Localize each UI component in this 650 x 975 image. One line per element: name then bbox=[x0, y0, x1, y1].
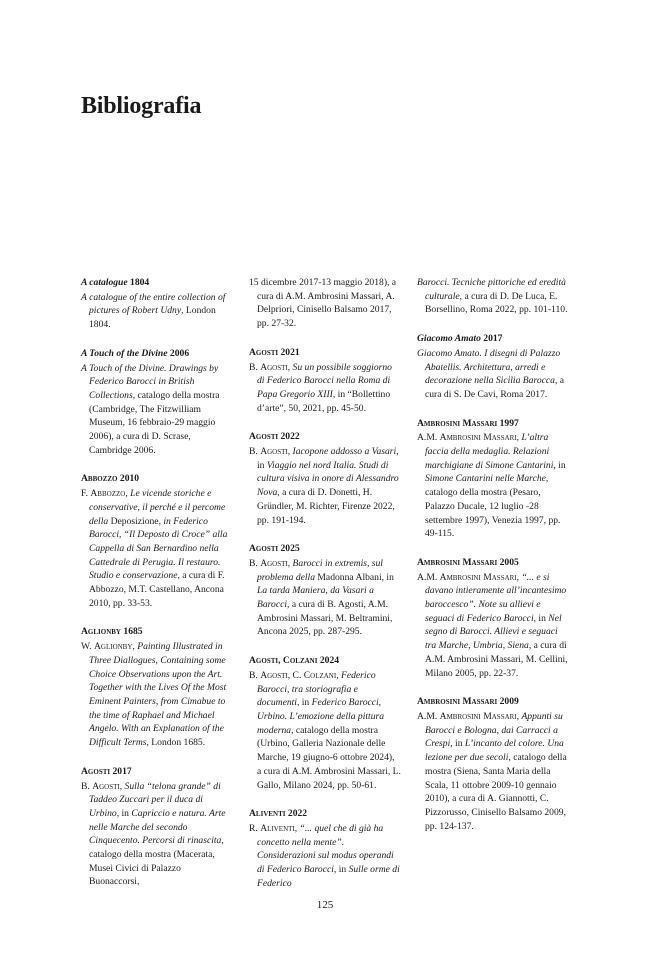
body-segment: , a cura di F. Abbozzo, M.T. Castellano, Ancona 2010, pp. 33-53. bbox=[89, 570, 225, 609]
entry-heading bbox=[417, 417, 569, 431]
bibliography-column-2 bbox=[249, 276, 401, 905]
bibliography-column-1 bbox=[81, 276, 233, 904]
body-segment: F. bbox=[81, 488, 91, 500]
body-segment: Deposizione bbox=[110, 515, 159, 527]
entry-citation bbox=[249, 276, 401, 331]
heading-segment: 2010 bbox=[117, 473, 140, 485]
body-segment: B. bbox=[249, 446, 261, 458]
body-segment: , in bbox=[381, 571, 394, 583]
body-segment: Giacomo Amato. I disegni di Palazzo Abatellis. Architettura, arredi e decorazione nella Sicilia Barocca bbox=[417, 347, 561, 387]
body-segment: B. bbox=[249, 361, 261, 373]
body-segment: B. bbox=[249, 557, 261, 569]
entry-citation bbox=[249, 822, 401, 891]
body-segment: Federico Barocci, “Il Deposto di Croce” alla Cappella di San Bernardino nella Cattedrale di Perugia. Il restauro. Studio e conservazione bbox=[89, 515, 228, 582]
entry-citation bbox=[81, 780, 233, 890]
body-segment: , bbox=[287, 446, 293, 458]
body-segment: , a cura di A.M. Ambrosini Massari, M. Cellini, Milano 2005, pp. 22-37. bbox=[425, 640, 568, 679]
body-segment: , catalogo della mostra (Siena, Santa Maria della Scala, 11 ottobre 2009-10 gennaio 2010), a cura di A. Giannotti, C. Pizzorusso, Cinisello Balsamo 2009, pp. 124-137. bbox=[425, 752, 567, 832]
body-segment: Madonna Albani bbox=[317, 571, 382, 583]
body-segment: Ambrosini Massari bbox=[439, 710, 517, 722]
bibliography-entry bbox=[249, 276, 401, 331]
body-segment: , a cura di D. De Luca, E. Borsellino, Roma 2022, pp. 101-110. bbox=[425, 290, 568, 316]
heading-segment: 2025 bbox=[278, 543, 300, 555]
body-segment: Sulla “telona grande” di Taddeo Zuccari per il duca di Urbino bbox=[89, 780, 221, 819]
entry-heading bbox=[417, 556, 569, 570]
heading-segment: Agosti, Colzani bbox=[249, 655, 318, 667]
entry-heading bbox=[249, 346, 401, 360]
heading-segment: 2022 bbox=[278, 431, 300, 443]
entry-citation bbox=[417, 431, 569, 541]
body-segment: , catalogo della mostra (Pesaro, Palazzo Ducale, 12 luglio -28 settembre 1997), Venezia 1997, pp. 49-115. bbox=[425, 473, 561, 540]
body-segment: Federico Barocci, Urbino. L’emozione della pittura moderna bbox=[257, 697, 385, 736]
bibliography-entry bbox=[81, 765, 233, 889]
bibliography-column-3 bbox=[417, 276, 569, 848]
body-segment: Appunti su Barocci e Bologna, dai Carracci a Crespi bbox=[425, 710, 563, 750]
body-segment: , bbox=[132, 641, 138, 653]
body-segment: , bbox=[516, 432, 522, 444]
bibliography-entry bbox=[417, 276, 569, 317]
entry-citation bbox=[417, 571, 569, 681]
body-segment: Le vicende storiche e conservative, il perché e il percome della bbox=[89, 488, 226, 527]
body-segment: Colzani bbox=[303, 669, 337, 681]
body-segment: B. bbox=[81, 780, 93, 792]
body-segment: Ambrosini Massari bbox=[439, 571, 517, 583]
body-segment: , in bbox=[116, 807, 132, 819]
body-segment: , in bbox=[533, 612, 549, 624]
heading-segment: 2017 bbox=[110, 765, 132, 777]
entry-citation bbox=[81, 640, 233, 750]
body-segment: Federico Barocci, tra storiografia e documenti bbox=[257, 669, 376, 709]
heading-segment: Agosti bbox=[249, 543, 279, 555]
heading-segment: Abbozzo bbox=[81, 473, 118, 485]
body-segment: “... quel che di già ha concetto nella mente”. Considerazioni sul modus operandi di Federico Barocci bbox=[257, 822, 394, 876]
body-segment: , bbox=[516, 571, 522, 583]
body-segment: , C. bbox=[287, 669, 304, 681]
body-segment: , London 1685. bbox=[146, 737, 206, 749]
body-segment: A catalogue of the entire collection of pictures of Robert Udny bbox=[81, 291, 226, 317]
body-segment: 15 dicembre 2017-13 maggio 2018), a cura di A.M. Ambrosini Massari, A. Delpriori, Cinisello Balsamo 2017, pp. 27-32. bbox=[249, 277, 397, 330]
page-number: 125 bbox=[316, 899, 334, 911]
body-segment: , in bbox=[257, 446, 399, 471]
heading-segment: Agosti bbox=[81, 765, 111, 777]
bibliography-entry bbox=[249, 807, 401, 890]
heading-segment: Aglionby bbox=[81, 626, 121, 638]
heading-segment: 1804 bbox=[127, 277, 150, 288]
heading-segment: Agosti bbox=[249, 346, 279, 358]
body-segment: A.M. bbox=[417, 571, 440, 583]
heading-segment: 1685 bbox=[121, 626, 143, 638]
heading-segment: 2024 bbox=[317, 655, 340, 667]
entry-heading bbox=[81, 347, 233, 361]
heading-segment: 2017 bbox=[480, 333, 503, 345]
body-segment: Barocci in extremis, sul problema della bbox=[257, 557, 383, 583]
body-segment: , catalogo della mostra (Urbino, Galleria Nazionale delle Marche, 19 giugno-6 ottobre 2024), a cura di A.M. Ambrosini Massari, L. Gallo, Milano 2024, pp. 50-61. bbox=[257, 724, 401, 791]
body-segment: Su un possibile soggiorno di Federico Barocci nella Roma di Papa Gregorio XIII bbox=[257, 361, 392, 400]
heading-segment: A catalogue bbox=[81, 277, 128, 288]
body-segment: Aglionby bbox=[93, 641, 133, 653]
body-segment: , bbox=[287, 557, 293, 569]
body-segment: , in “Bollettino d’arte”, 50, 2021, pp. 45-50. bbox=[257, 388, 391, 414]
entry-heading bbox=[417, 695, 569, 709]
entry-citation bbox=[249, 361, 401, 416]
entry-citation bbox=[417, 276, 569, 317]
bibliography-entry bbox=[417, 556, 569, 680]
body-segment: Simone Cantarini nelle Marche bbox=[425, 473, 546, 485]
entry-heading bbox=[81, 625, 233, 639]
heading-segment: Aliventi bbox=[249, 808, 286, 820]
bibliography-entry bbox=[81, 347, 233, 458]
body-segment: , in bbox=[450, 738, 465, 750]
body-segment: L’incanto del colore. Una lezione per due secoli bbox=[425, 738, 564, 764]
bibliography-entry bbox=[417, 417, 569, 541]
entry-heading bbox=[249, 430, 401, 444]
body-segment: Aliventi bbox=[260, 822, 295, 834]
body-segment: , in bbox=[333, 864, 349, 876]
heading-segment: Giacomo Amato bbox=[417, 333, 481, 345]
body-segment: , bbox=[336, 669, 341, 681]
body-segment: , bbox=[294, 822, 300, 834]
body-segment: , in bbox=[553, 459, 566, 471]
body-segment: A.M. bbox=[417, 432, 440, 444]
entry-heading bbox=[249, 542, 401, 556]
body-segment: Agosti bbox=[260, 361, 288, 373]
entry-citation bbox=[81, 362, 233, 458]
body-segment: Nel segno di Barocci. Allievi e seguaci tra Marche, Umbria, Siena bbox=[425, 612, 562, 652]
heading-segment: A Touch of the Divine bbox=[81, 347, 168, 359]
page-title: Bibliografia bbox=[81, 93, 202, 119]
bibliography-entry bbox=[81, 472, 233, 610]
bibliography-entry bbox=[81, 625, 233, 749]
body-segment: Viaggio nel nord Italia. Studi di cultura visiva in onore di Alessandro Nova bbox=[257, 459, 399, 499]
body-segment: L’altra faccia della medaglia. Relazioni marchigiane di Simone Cantarini bbox=[425, 432, 554, 471]
entry-heading bbox=[249, 807, 401, 821]
bibliography-entry bbox=[81, 276, 233, 332]
heading-segment: Ambrosini Massari bbox=[417, 556, 498, 568]
body-segment: La tarda Maniera, da Vasari a Barocci bbox=[257, 585, 374, 611]
body-segment: Agosti bbox=[260, 557, 288, 569]
entry-citation bbox=[249, 669, 401, 792]
entry-citation bbox=[81, 291, 233, 332]
body-segment: Painting Illustrated in Three Diallogues, Containing some Choice Observations upon the Art. Together with the Lives Of the Most Eminent Painters, from Cimabue to the time of Raphael and Michael Angelo. With an Explanation of the Difficult Terms bbox=[89, 641, 227, 749]
entry-citation bbox=[249, 557, 401, 639]
heading-segment: 2022 bbox=[285, 808, 308, 820]
body-segment: Abbozzo bbox=[90, 488, 126, 500]
body-segment: “... e si davano intieramente all’incantesimo baroccesco”. Note su allievi e seguaci di Federico Barocci bbox=[425, 571, 567, 624]
body-segment: Capriccio e natura. Arte nelle Marche del secondo Cinquecento. Percorsi di rinascita bbox=[89, 807, 226, 847]
entry-heading bbox=[81, 765, 233, 779]
body-segment: , catalogo della mostra (Macerata, Musei Civici di Palazzo Buonaccorsi, bbox=[89, 835, 224, 888]
body-segment: B. bbox=[249, 669, 261, 681]
body-segment: , bbox=[516, 710, 522, 722]
body-segment: , catalogo della mostra (Cambridge, The Fitzwilliam Museum, 16 febbraio-29 maggio 2006), a cura di D. Scrase, Cambridge 2006. bbox=[89, 389, 220, 456]
bibliography-entry bbox=[249, 430, 401, 527]
body-segment: , a cura di D. Donetti, H. Gründler, M. Richter, Firenze 2022, pp. 191-194. bbox=[257, 487, 395, 526]
entry-citation bbox=[249, 445, 401, 527]
body-segment: Sulle orme di Federico bbox=[257, 864, 400, 889]
heading-segment: 2005 bbox=[497, 556, 519, 568]
heading-segment: 2009 bbox=[497, 696, 519, 708]
body-segment: , in bbox=[158, 515, 174, 527]
entry-citation bbox=[417, 347, 569, 402]
heading-segment: 2021 bbox=[278, 346, 300, 358]
body-segment: , London 1804. bbox=[89, 305, 216, 331]
bibliography-entry bbox=[249, 542, 401, 639]
entry-heading bbox=[81, 472, 233, 486]
body-segment: , a cura di S. De Cavi, Roma 2017. bbox=[425, 375, 564, 400]
body-segment: , bbox=[287, 361, 293, 373]
bibliography-entry bbox=[249, 654, 401, 792]
bibliography-entry bbox=[249, 346, 401, 416]
entry-heading bbox=[417, 332, 569, 346]
heading-segment: Ambrosini Massari bbox=[417, 696, 498, 708]
heading-segment: 2006 bbox=[167, 347, 190, 359]
body-segment: A.M. bbox=[417, 710, 440, 722]
body-segment: R. bbox=[249, 822, 261, 834]
heading-segment: 1997 bbox=[497, 417, 519, 429]
body-segment: Agosti bbox=[260, 669, 288, 681]
heading-segment: Ambrosini Massari bbox=[417, 417, 498, 429]
body-segment: A Touch of the Divine. Drawings by Federico Barocci in British Collections bbox=[81, 362, 219, 401]
entry-citation bbox=[417, 710, 569, 833]
body-segment: Iacopone addosso a Vasari bbox=[292, 446, 397, 458]
body-segment: Agosti bbox=[92, 780, 120, 792]
body-segment: , bbox=[119, 780, 125, 792]
bibliography-entry bbox=[417, 332, 569, 402]
body-segment: W. bbox=[81, 641, 94, 653]
body-segment: , bbox=[125, 488, 131, 500]
body-segment: , a cura di B. Agosti, A.M. Ambrosini Massari, M. Beltramini, Ancona 2025, pp. 287-295. bbox=[257, 599, 393, 638]
body-segment: Barocci. Tecniche pittoriche ed eredità culturale bbox=[417, 277, 566, 302]
entry-citation bbox=[81, 487, 233, 610]
body-segment: Ambrosini Massari bbox=[439, 432, 517, 444]
heading-segment: Agosti bbox=[249, 431, 279, 443]
body-segment: Agosti bbox=[260, 446, 288, 458]
body-segment: , in bbox=[296, 697, 312, 709]
entry-heading bbox=[249, 654, 401, 668]
bibliography-entry bbox=[417, 695, 569, 833]
entry-heading bbox=[81, 276, 233, 290]
